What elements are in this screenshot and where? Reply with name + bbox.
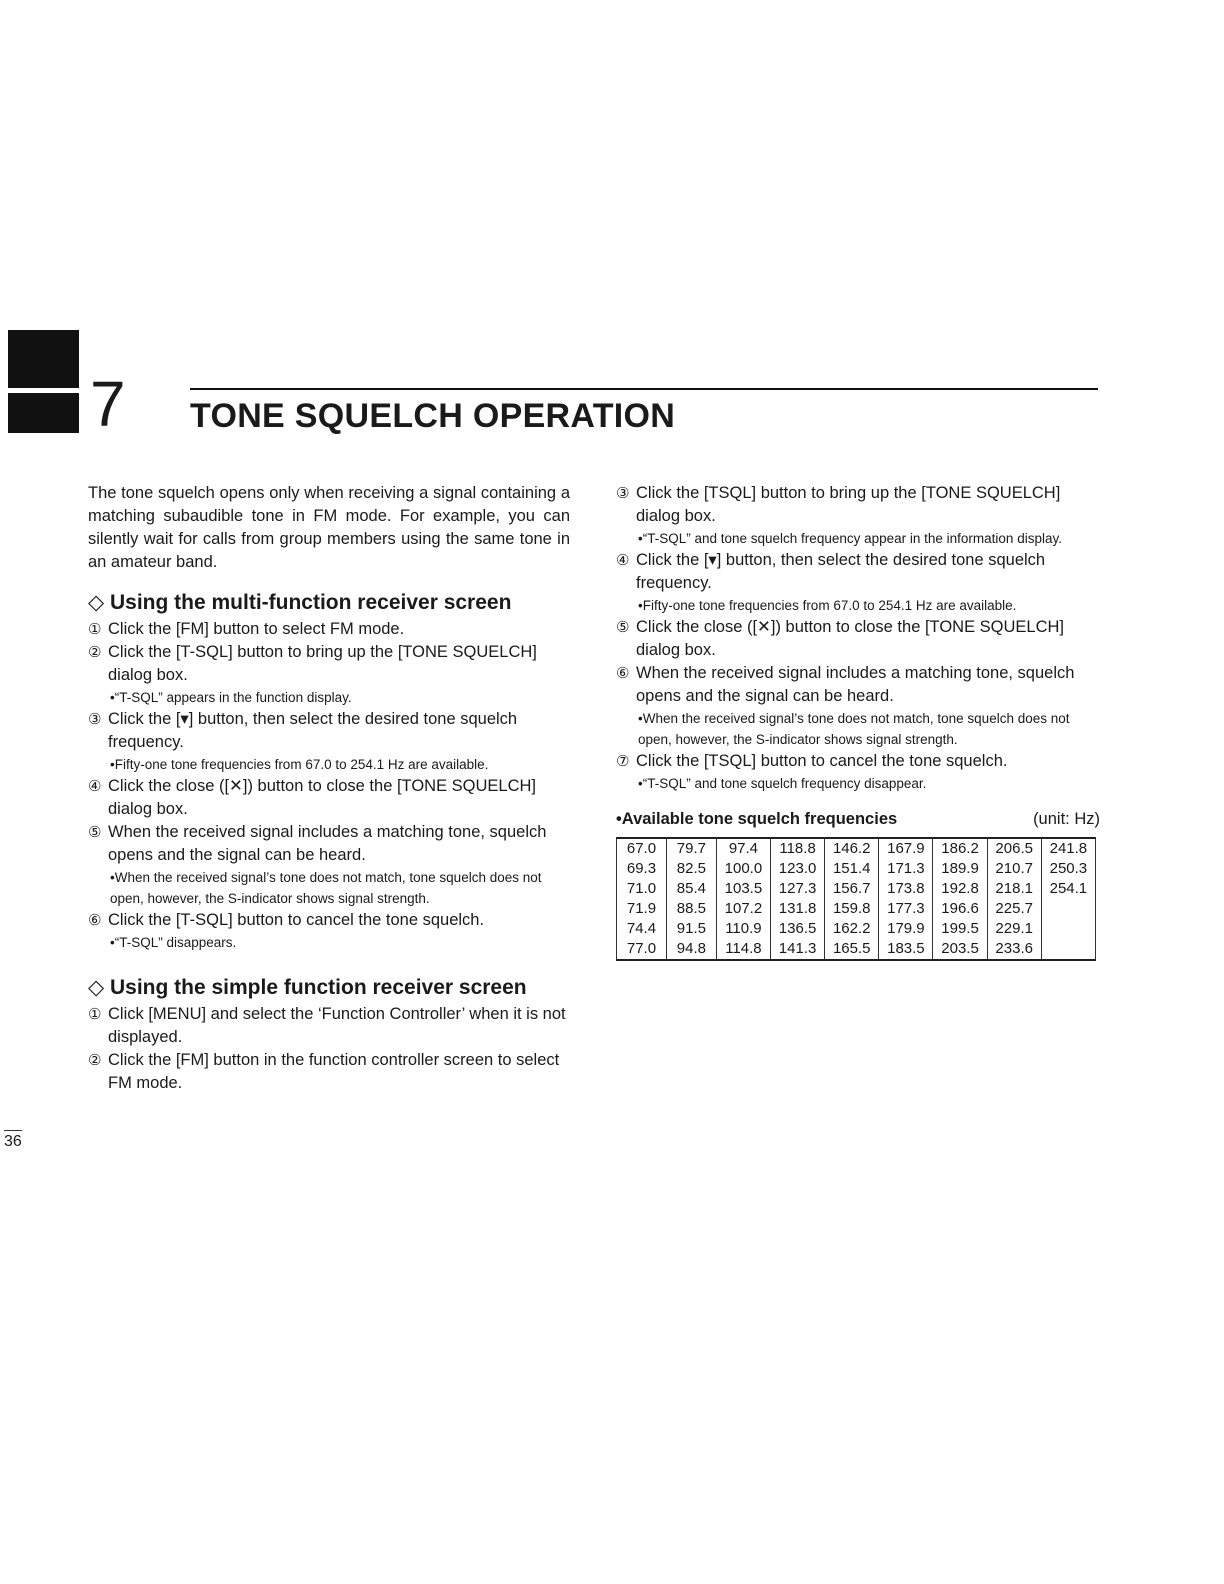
table-cell: 225.7 — [987, 899, 1041, 919]
table-cell: 82.5 — [666, 859, 716, 879]
step-item — [88, 641, 570, 687]
header-rule — [190, 388, 1098, 390]
step-note: •When the received signal’s tone does not match, tone squelch does not open, however, the S-indicator shows signal strength. — [110, 870, 542, 906]
table-cell: 171.3 — [879, 859, 933, 879]
chapter-tab-block-lower — [8, 393, 79, 433]
chapter-tab-block — [8, 330, 79, 388]
step-item — [616, 662, 1100, 708]
step-text: When the received signal includes a matching tone, squelch opens and the signal can be heard. — [636, 664, 1075, 705]
table-cell: 179.9 — [879, 919, 933, 939]
step-item — [616, 750, 1100, 773]
section-title-multi: ◇ Using the multi-function receiver screen — [88, 591, 512, 614]
table-cell: 107.2 — [716, 899, 770, 919]
table-cell: 173.8 — [879, 879, 933, 899]
step-item — [88, 708, 570, 754]
table-cell: 233.6 — [987, 939, 1041, 960]
table-cell: 206.5 — [987, 838, 1041, 859]
step-item — [616, 549, 1100, 595]
step-note: •“T-SQL” appears in the function display. — [110, 690, 352, 705]
table-cell: 136.5 — [771, 919, 825, 939]
step-item — [616, 482, 1100, 528]
table-cell: 196.6 — [933, 899, 987, 919]
table-cell: 210.7 — [987, 859, 1041, 879]
page-number: 36 — [4, 1133, 22, 1150]
table-cell: 199.5 — [933, 919, 987, 939]
step-text: Click the close ([✕]) button to close the [TONE SQUELCH] dialog box. — [636, 618, 1065, 659]
step-note: •“T-SQL” and tone squelch frequency disappear. — [638, 776, 927, 791]
step-note: •When the received signal’s tone does not match, tone squelch does not open, however, the S-indicator shows signal strength. — [638, 711, 1070, 747]
step-number: ③ — [616, 485, 630, 502]
chapter-title: TONE SQUELCH OPERATION — [190, 397, 676, 435]
table-row — [617, 838, 1096, 859]
step-item — [88, 618, 570, 641]
step-number: ⑥ — [616, 665, 630, 682]
step-text: Click the [TSQL] button to bring up the [TONE SQUELCH] dialog box. — [636, 484, 1061, 525]
table-cell — [1041, 939, 1095, 960]
step-text: When the received signal includes a matching tone, squelch opens and the signal can be heard. — [108, 823, 547, 864]
table-cell: 118.8 — [771, 838, 825, 859]
right-column — [616, 482, 1100, 961]
table-caption-row — [616, 808, 1100, 831]
table-cell: 159.8 — [825, 899, 879, 919]
step-number: ① — [88, 621, 102, 638]
step-text: Click the [T-SQL] button to cancel the tone squelch. — [108, 911, 485, 929]
table-cell: 91.5 — [666, 919, 716, 939]
table-cell: 146.2 — [825, 838, 879, 859]
section-title-simple: ◇ Using the simple function receiver screen — [88, 976, 527, 999]
step-number: ④ — [616, 552, 630, 569]
step-item — [88, 1003, 570, 1049]
table-cell: 127.3 — [771, 879, 825, 899]
table-cell: 114.8 — [716, 939, 770, 960]
intro-paragraph: The tone squelch opens only when receiving a signal containing a matching subaudible tone in FM mode. For example, you can silently wait for calls from group members using the same tone in an amateur band. — [88, 484, 570, 571]
step-item — [616, 616, 1100, 662]
table-caption: •Available tone squelch frequencies — [616, 810, 898, 828]
table-cell: 85.4 — [666, 879, 716, 899]
table-row — [617, 859, 1096, 879]
step-number: ⑤ — [88, 824, 102, 841]
step-item — [88, 821, 570, 867]
step-number: ④ — [88, 778, 102, 795]
table-cell: 141.3 — [771, 939, 825, 960]
right-steps-list — [616, 482, 1100, 794]
table-cell: 250.3 — [1041, 859, 1095, 879]
frequency-table — [616, 837, 1096, 961]
multi-steps-list — [88, 618, 570, 953]
table-cell: 69.3 — [617, 859, 667, 879]
table-cell: 97.4 — [716, 838, 770, 859]
page-number-rule — [4, 1130, 22, 1131]
table-cell: 192.8 — [933, 879, 987, 899]
step-note: •“T-SQL” and tone squelch frequency appear in the information display. — [638, 531, 1062, 546]
table-cell: 71.9 — [617, 899, 667, 919]
step-number: ② — [88, 1052, 102, 1069]
table-cell — [1041, 919, 1095, 939]
table-cell — [1041, 899, 1095, 919]
table-cell: 131.8 — [771, 899, 825, 919]
step-note: •“T-SQL” disappears. — [110, 935, 237, 950]
table-cell: 100.0 — [716, 859, 770, 879]
table-cell: 186.2 — [933, 838, 987, 859]
simple-steps-list — [88, 1003, 570, 1095]
step-note: •Fifty-one tone frequencies from 67.0 to 254.1 Hz are available. — [110, 757, 489, 772]
table-cell: 123.0 — [771, 859, 825, 879]
step-text: Click the [TSQL] button to cancel the tone squelch. — [636, 752, 1008, 770]
table-cell: 103.5 — [716, 879, 770, 899]
table-cell: 241.8 — [1041, 838, 1095, 859]
table-cell: 94.8 — [666, 939, 716, 960]
table-cell: 167.9 — [879, 838, 933, 859]
step-number: ⑦ — [616, 753, 630, 770]
step-item — [88, 1049, 570, 1095]
table-cell: 229.1 — [987, 919, 1041, 939]
chapter-number: 7 — [90, 368, 126, 440]
table-cell: 74.4 — [617, 919, 667, 939]
table-unit: (unit: Hz) — [1033, 810, 1100, 828]
step-number: ② — [88, 644, 102, 661]
table-cell: 162.2 — [825, 919, 879, 939]
step-text: Click the close ([✕]) button to close the [TONE SQUELCH] dialog box. — [108, 777, 537, 818]
step-number: ⑤ — [616, 619, 630, 636]
table-cell: 77.0 — [617, 939, 667, 960]
table-row — [617, 919, 1096, 939]
table-cell: 110.9 — [716, 919, 770, 939]
table-row — [617, 879, 1096, 899]
step-number: ① — [88, 1006, 102, 1023]
table-cell: 88.5 — [666, 899, 716, 919]
table-cell: 79.7 — [666, 838, 716, 859]
table-cell: 165.5 — [825, 939, 879, 960]
step-number: ③ — [88, 711, 102, 728]
step-text: Click the [FM] button to select FM mode. — [108, 620, 405, 638]
step-text: Click [MENU] and select the ‘Function Controller’ when it is not displayed. — [108, 1005, 566, 1046]
table-cell: 183.5 — [879, 939, 933, 960]
table-cell: 71.0 — [617, 879, 667, 899]
table-cell: 151.4 — [825, 859, 879, 879]
step-text: Click the [▾] button, then select the desired tone squelch frequency. — [108, 710, 518, 751]
table-cell: 254.1 — [1041, 879, 1095, 899]
table-row — [617, 899, 1096, 919]
step-item — [88, 775, 570, 821]
table-cell: 67.0 — [617, 838, 667, 859]
step-note: •Fifty-one tone frequencies from 67.0 to 254.1 Hz are available. — [638, 598, 1017, 613]
table-cell: 218.1 — [987, 879, 1041, 899]
table-row — [617, 939, 1096, 960]
left-column — [88, 482, 570, 1095]
step-number: ⑥ — [88, 912, 102, 929]
table-cell: 189.9 — [933, 859, 987, 879]
step-item — [88, 909, 570, 932]
step-text: Click the [T-SQL] button to bring up the [TONE SQUELCH] dialog box. — [108, 643, 537, 684]
table-cell: 177.3 — [879, 899, 933, 919]
step-text: Click the [FM] button in the function controller screen to select FM mode. — [108, 1051, 560, 1092]
table-cell: 156.7 — [825, 879, 879, 899]
table-cell: 203.5 — [933, 939, 987, 960]
step-text: Click the [▾] button, then select the desired tone squelch frequency. — [636, 551, 1046, 592]
